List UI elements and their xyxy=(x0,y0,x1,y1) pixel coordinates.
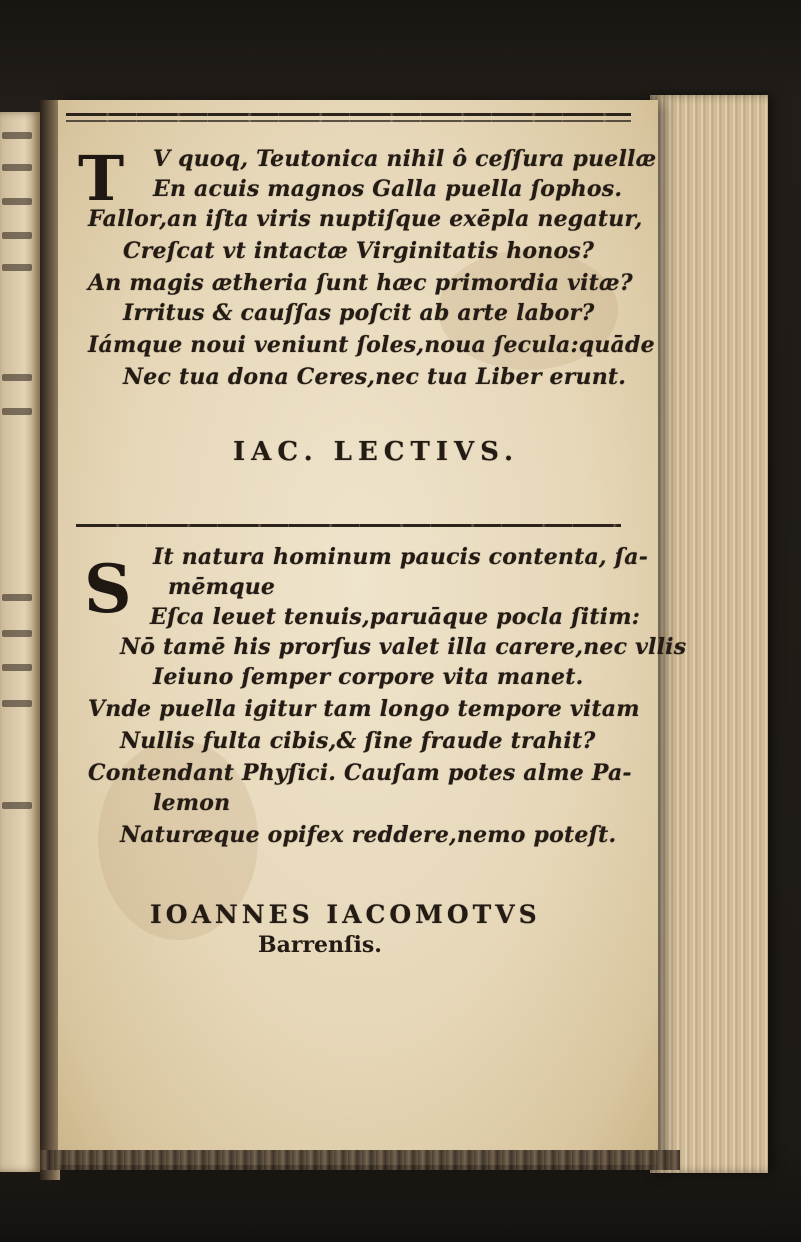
poem-line: V quoq, Teutonica nihil ô ceſſura puellæ xyxy=(153,146,657,172)
poem-line: Irritus & cauſſas poſcit ab arte labor? xyxy=(123,300,595,326)
ghost-text xyxy=(2,594,32,601)
poem-line: Nullis fulta cibis,& ſine fraude trahit? xyxy=(120,728,596,754)
poem-line: Nō tamē his prorſus valet illa carere,nec vllis xyxy=(120,634,687,660)
book-page xyxy=(58,100,687,1165)
ghost-text xyxy=(2,802,32,809)
drop-cap-t: T xyxy=(78,142,125,215)
drop-cap-s: S xyxy=(84,550,132,628)
top-rule-secondary xyxy=(66,120,631,122)
author-signature: IOANNES IACOMOTVS xyxy=(150,900,541,929)
poem-line: Contendant Phyſici. Cauſam potes alme Pa- xyxy=(88,760,632,786)
ghost-text xyxy=(2,164,32,171)
poem-line: Creſcat vt intactæ Virginitatis honos? xyxy=(123,238,595,264)
poem-line: Ieiuno ſemper corpore vita manet. xyxy=(153,664,584,690)
top-rule xyxy=(66,113,631,116)
poem-line: Fallor,an iſta viris nuptiſque exēpla negatur, xyxy=(88,206,643,232)
poem-line: Nec tua dona Ceres,nec tua Liber erunt. xyxy=(123,364,627,390)
poem-line: Vnde puella igitur tam longo tempore vitam xyxy=(88,696,640,722)
author-origin: Barrenſis. xyxy=(258,932,382,958)
poem-line: mēmque xyxy=(168,574,276,600)
ghost-text xyxy=(2,232,32,239)
ghost-text xyxy=(2,198,32,205)
poem-line: Eſca leuet tenuis,paruāque pocla ſitim: xyxy=(150,604,641,630)
ghost-text xyxy=(2,132,32,139)
ghost-text xyxy=(2,700,32,707)
poem-line: Naturæque opifex reddere,nemo poteſt. xyxy=(120,822,617,848)
ghost-text xyxy=(2,374,32,381)
ghost-text xyxy=(2,264,32,271)
poem-line: An magis ætheria ſunt hæc primordia vitæ? xyxy=(88,270,633,296)
author-signature: IAC. LECTIVS. xyxy=(233,437,520,467)
poem-line: Iámque noui veniunt ſoles,noua ſecula:quāde xyxy=(88,332,655,358)
poem-line: En acuis magnos Galla puella ſophos. xyxy=(153,176,623,202)
book-gutter xyxy=(40,100,60,1180)
section-rule xyxy=(76,524,621,527)
ghost-text xyxy=(2,408,32,415)
poem-line: lemon xyxy=(153,790,231,816)
bottom-binding-band xyxy=(40,1150,680,1170)
ghost-text xyxy=(2,630,32,637)
ghost-text xyxy=(2,664,32,671)
previous-page-edge xyxy=(0,112,40,1172)
poem-line: It natura hominum paucis contenta, ſa- xyxy=(153,544,649,570)
